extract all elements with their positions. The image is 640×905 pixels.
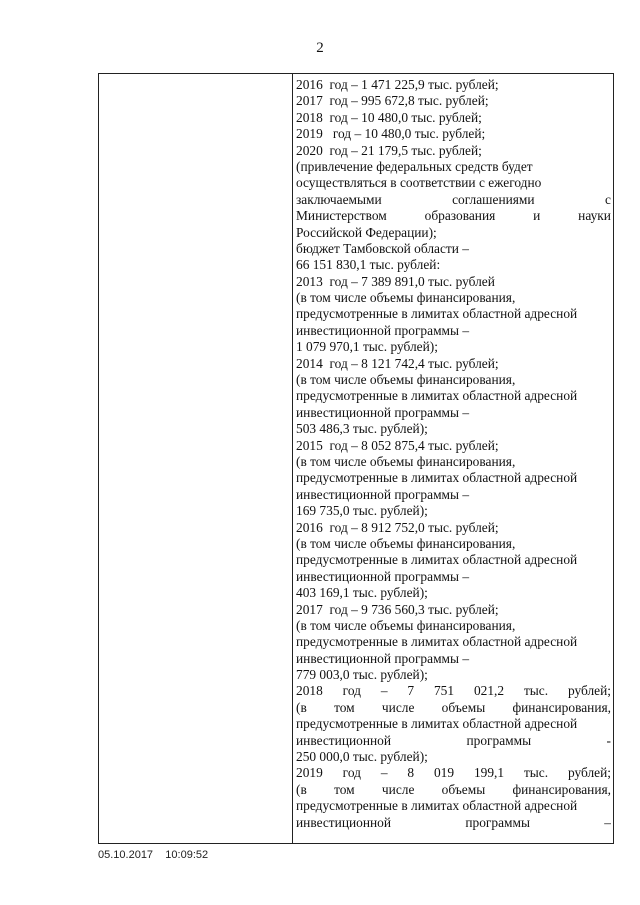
text-line: 2014 год – 8 121 742,4 тыс. рублей;	[296, 355, 499, 371]
text-line: 2016 год – 8 912 752,0 тыс. рублей;	[296, 519, 499, 535]
text-line: 2018 год – 10 480,0 тыс. рублей;	[296, 109, 482, 125]
text-line: предусмотренные в лимитах областной адресной	[296, 798, 578, 814]
text-line	[296, 683, 611, 699]
text-word: 751	[433, 683, 455, 699]
text-line	[296, 782, 611, 798]
text-word: инвестиционной	[296, 814, 392, 830]
table-right-cell	[293, 74, 613, 843]
text-line: инвестиционной программы –	[296, 322, 470, 338]
text-line: бюджет Тамбовской области –	[296, 240, 469, 256]
text-line: 779 003,0 тыс. рублей);	[296, 667, 428, 683]
text-line: 2020 год – 21 179,5 тыс. рублей;	[296, 142, 482, 158]
text-word: Министерством	[296, 208, 387, 224]
text-word: 2019	[296, 765, 323, 781]
text-word: –	[380, 765, 388, 781]
text-word: программы	[466, 732, 532, 748]
text-word: 8	[407, 765, 415, 781]
text-line: инвестиционной программы –	[296, 568, 470, 584]
table-left-cell	[99, 74, 293, 843]
text-word: (в	[296, 781, 307, 797]
text-line: осуществляться в соответствии с ежегодно	[296, 175, 542, 191]
text-line	[296, 815, 611, 831]
text-line: предусмотренные в лимитах областной адресной	[296, 634, 578, 650]
text-word: 7	[407, 683, 415, 699]
text-word: с	[605, 191, 611, 207]
text-word: соглашениями	[452, 191, 535, 207]
text-line: 2017 год – 995 672,8 тыс. рублей;	[296, 93, 489, 109]
text-word: (в	[296, 699, 307, 715]
print-timestamp	[98, 849, 208, 861]
text-line: 66 151 830,1 тыс. рублей:	[296, 257, 441, 273]
content-table	[98, 73, 614, 844]
text-word: –	[604, 814, 611, 830]
text-word: финансирования,	[512, 781, 611, 797]
text-word: тыс.	[523, 683, 549, 699]
text-line: (привлечение федеральных средств будет	[296, 158, 533, 174]
text-line: 403 169,1 тыс. рублей);	[296, 585, 428, 601]
text-word: инвестиционной	[296, 732, 392, 748]
text-line	[296, 765, 611, 781]
text-line: (в том числе объемы финансирования,	[296, 372, 516, 388]
text-line: предусмотренные в лимитах областной адресной	[296, 470, 578, 486]
text-line	[296, 700, 611, 716]
text-word: год	[342, 765, 361, 781]
text-line: (в том числе объемы финансирования,	[296, 535, 516, 551]
text-line: предусмотренные в лимитах областной адресной	[296, 388, 578, 404]
text-line: инвестиционной программы –	[296, 404, 470, 420]
text-line: 2013 год – 7 389 891,0 тыс. рублей	[296, 273, 495, 289]
text-line: 2017 год – 9 736 560,3 тыс. рублей;	[296, 601, 499, 617]
text-line: предусмотренные в лимитах областной адресной	[296, 306, 578, 322]
text-word: и	[533, 208, 541, 224]
text-line: предусмотренные в лимитах областной адресной	[296, 716, 578, 732]
text-word: числе	[381, 781, 415, 797]
text-line: (в том числе объемы финансирования,	[296, 453, 516, 469]
text-word: 019	[433, 765, 455, 781]
text-word: том	[334, 699, 355, 715]
text-line: Российской Федерации);	[296, 224, 437, 240]
text-line: 250 000,0 тыс. рублей);	[296, 749, 428, 765]
footer-date: 05.10.2017	[98, 849, 154, 861]
text-line	[296, 192, 611, 208]
text-line: инвестиционной программы –	[296, 650, 470, 666]
text-word: заключаемыми	[296, 191, 382, 207]
text-word: рублей;	[567, 765, 611, 781]
text-line: инвестиционной программы –	[296, 486, 470, 502]
text-word: числе	[381, 699, 415, 715]
text-word: –	[380, 683, 388, 699]
text-word: рублей;	[567, 683, 611, 699]
text-word: год	[342, 683, 361, 699]
text-word: 021,2	[473, 683, 505, 699]
text-line: 1 079 970,1 тыс. рублей);	[296, 339, 438, 355]
text-line: 503 486,3 тыс. рублей);	[296, 421, 428, 437]
text-word: том	[334, 781, 355, 797]
text-word: -	[606, 732, 611, 748]
text-line: (в том числе объемы финансирования,	[296, 290, 516, 306]
text-word: объемы	[441, 781, 486, 797]
text-line: 2019 год – 10 480,0 тыс. рублей;	[296, 126, 486, 142]
text-word: объемы	[441, 699, 486, 715]
text-word: 2018	[296, 683, 323, 699]
text-line: 169 735,0 тыс. рублей);	[296, 503, 428, 519]
text-word: финансирования,	[512, 699, 611, 715]
text-line: (в том числе объемы финансирования,	[296, 617, 516, 633]
text-word: программы	[465, 814, 530, 830]
text-word: науки	[578, 208, 611, 224]
text-line	[296, 208, 611, 224]
text-line	[296, 733, 611, 749]
footer-time: 10:09:52	[165, 849, 209, 861]
text-line: 2016 год – 1 471 225,9 тыс. рублей;	[296, 77, 499, 92]
text-line: предусмотренные в лимитах областной адресной	[296, 552, 578, 568]
text-word: образования	[424, 208, 496, 224]
page-number: 2	[316, 40, 324, 56]
text-line: 2015 год – 8 052 875,4 тыс. рублей;	[296, 437, 499, 453]
text-word: 199,1	[473, 765, 505, 781]
text-word: тыс.	[523, 765, 549, 781]
